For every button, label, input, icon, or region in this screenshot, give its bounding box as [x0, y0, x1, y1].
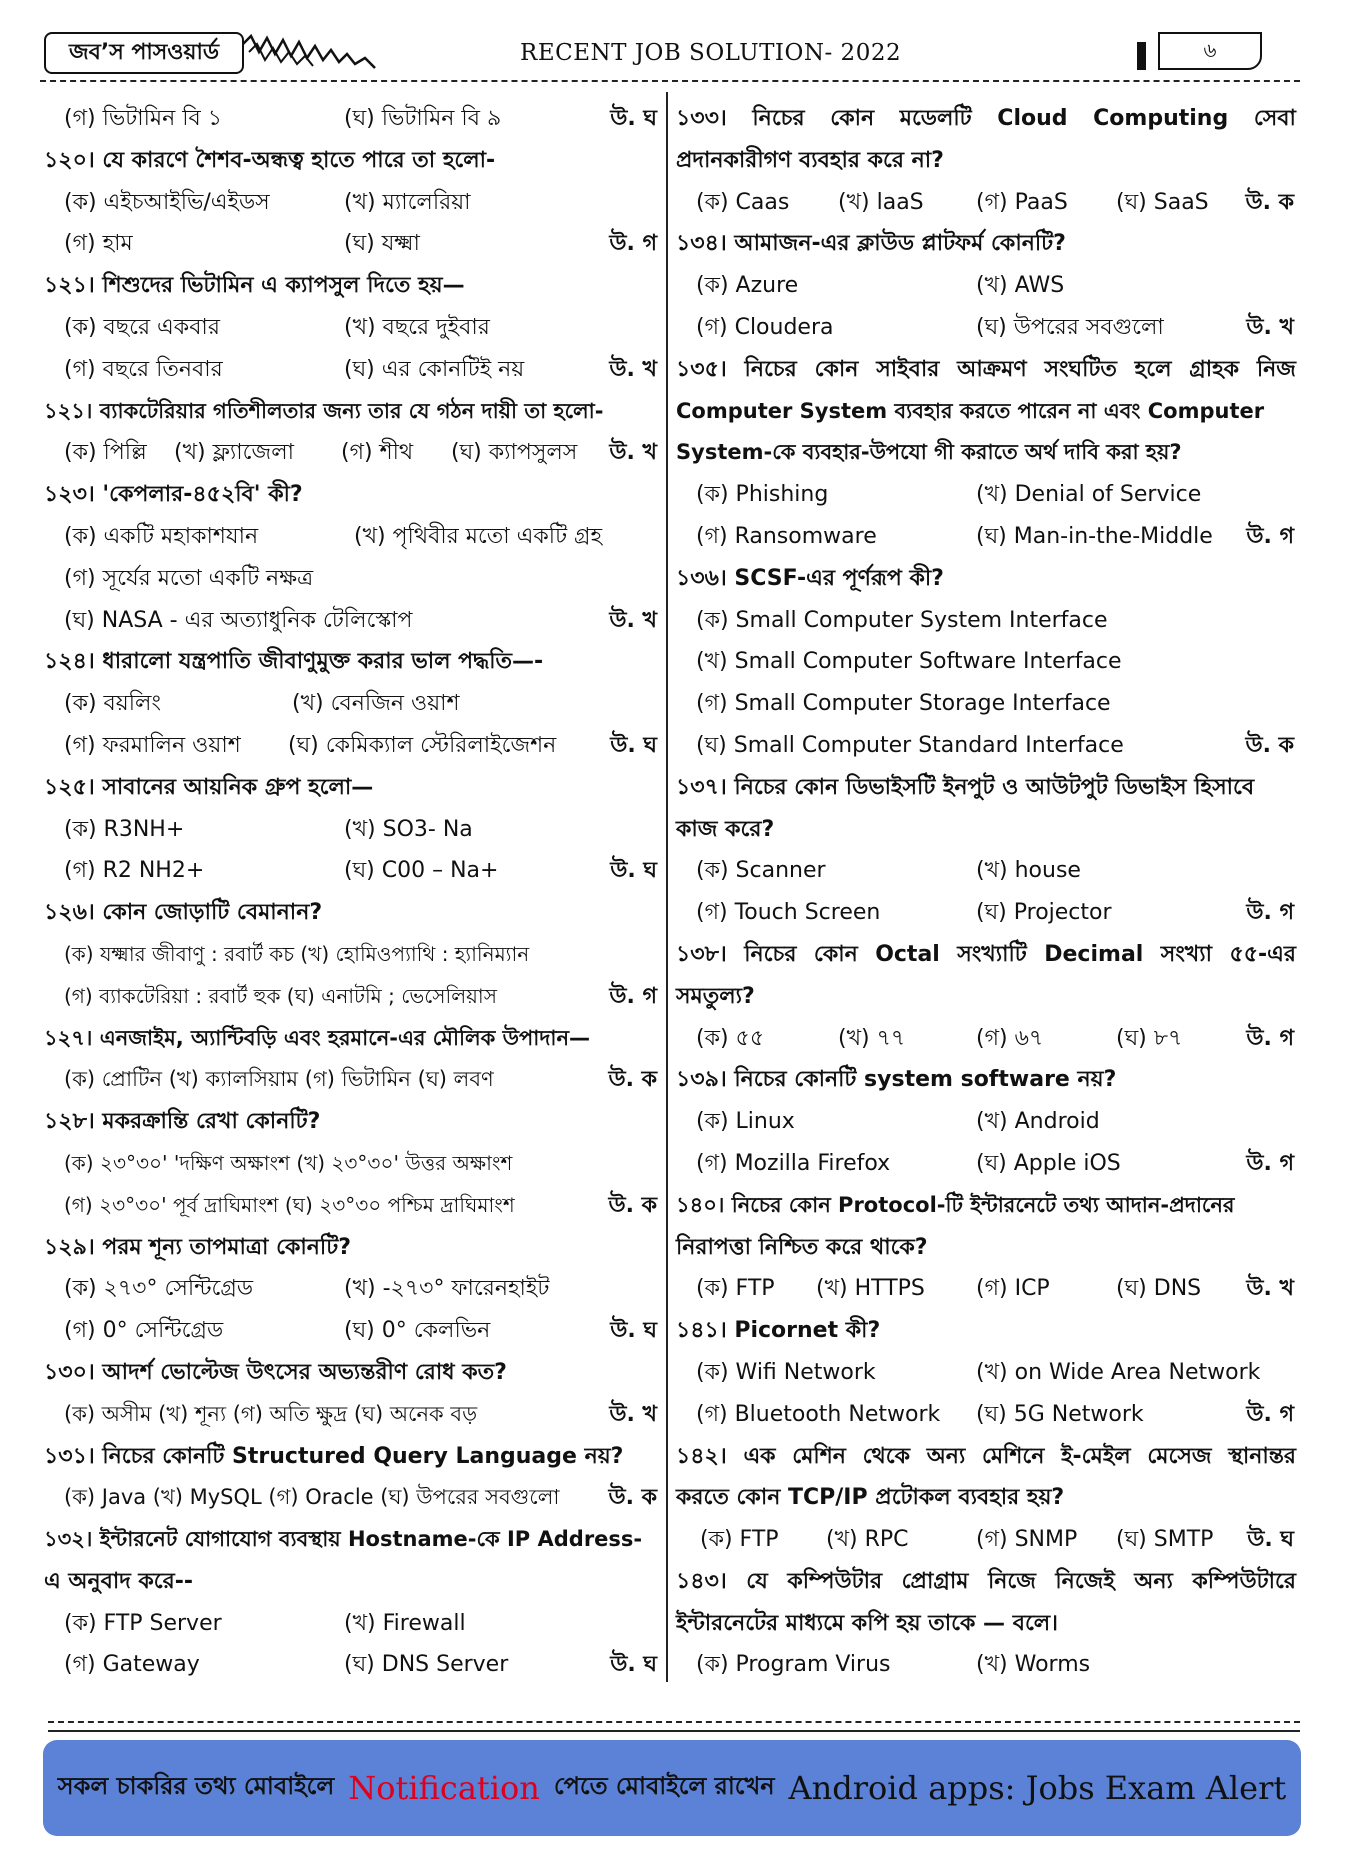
question-135-cont: Computer System ব্যবহার করতে পারেন না এবং Computer [676, 398, 1265, 423]
option-row: (গ) Mozilla Firefox (ঘ) Apple iOS উ. গ [676, 1143, 1296, 1185]
header-divider [40, 80, 1300, 82]
banner-app-name: Android apps: Jobs Exam Alert [788, 1769, 1287, 1807]
question-143: ১৪৩। যে কম্পিউটার প্রোগ্রাম নিজে নিজেই অন্য কম্পিউটারে [676, 1568, 1296, 1594]
option-row: (ক) FTP (খ) HTTPS (গ) ICP (ঘ) DNS উ. খ [676, 1268, 1296, 1310]
answer-label: উ. ক [608, 1192, 657, 1218]
question-142: ১৪২। এক মেশিন থেকে অন্য মেশিনে ই-মেইল মেসেজ স্থানান্তর [676, 1443, 1296, 1469]
option-row: (ক) অসীম (খ) শূন্য (গ) অতি ক্ষুদ্র (ঘ) অনেক বড় উ. খ [44, 1394, 659, 1436]
answer-label: উ. খ [609, 356, 657, 382]
question-125: ১২৫। সাবানের আয়নিক গ্রুপ হলো— [44, 774, 374, 800]
option-row: (ক) Scanner (খ) house [696, 858, 1081, 884]
document-title: RECENT JOB SOLUTION- 2022 [520, 40, 902, 66]
question-123: ১২৩। 'কেপলার-৪৫২বি' কী? [44, 482, 303, 508]
answer-label: উ. খ [609, 607, 657, 633]
question-126: ১২৬। কোন জোড়াটি বেমানান? [44, 900, 323, 926]
option-row: (ক) ৫৫ (খ) ৭৭ (গ) ৬৭ (ঘ) ৮৭ উ. গ [676, 1018, 1296, 1060]
option-row: (ক) Linux (খ) Android [696, 1109, 1100, 1135]
option-row: (গ) সূর্যের মতো একটি নক্ষত্র [64, 565, 314, 591]
option-row: (গ) ফরমালিন ওয়াশ (ঘ) কেমিক্যাল স্টেরিলাইজেশন উ. ঘ [44, 725, 659, 767]
answer-label: উ. গ [1246, 1025, 1294, 1051]
brand-box: জব’স পাসওয়ার্ড [44, 32, 244, 74]
question-138: ১৩৮। নিচের কোন Octal সংখ্যাটি Decimal সংখ্যা ৫৫-এর [676, 941, 1296, 967]
option-row: (ক) Java (খ) MySQL (গ) Oracle (ঘ) উপরের সবগুলো উ. ক [44, 1477, 659, 1519]
question-133: ১৩৩। নিচের কোন মডেলটি Cloud Computing সেবা [676, 106, 1296, 131]
option-row: (ক) পিল্লি (খ) ফ্ল্যাজেলা (গ) শীথ (ঘ) ক্যাপসুলস উ. খ [44, 432, 659, 474]
option-row: (ক) এইচআইভি/এইডস (খ) ম্যালেরিয়া [64, 189, 471, 215]
option-row: (গ) বছরে তিনবার (ঘ) এর কোনটিই নয় উ. খ [44, 349, 659, 391]
option-row: (ক) Phishing (খ) Denial of Service [696, 482, 1202, 508]
question-142-cont: করতে কোন TCP/IP প্রটোকল ব্যবহার হয়? [676, 1485, 1065, 1511]
option-row: (গ) R2 NH2+ (ঘ) C00 – Na+ উ. ঘ [44, 850, 659, 892]
answer-label: উ. গ [1246, 900, 1294, 926]
answer-label: উ. ঘ [610, 732, 657, 758]
option-row: (খ) Small Computer Software Interface [696, 649, 1122, 675]
question-129: ১২৯। পরম শূন্য তাপমাত্রা কোনটি? [44, 1234, 351, 1260]
answer-label: উ. ঘ [610, 858, 657, 884]
question-136: ১৩৬। SCSF-এর পূর্ণরূপ কী? [676, 565, 944, 591]
question-120: ১২০। যে কারণে শৈশব-অন্ধত্ব হাতে পারে তা হলো- [44, 147, 496, 173]
option-row: (গ) Gateway (ঘ) DNS Server উ. ঘ [44, 1644, 659, 1686]
option-row: (ক) FTP Server (খ) Firewall [64, 1610, 466, 1636]
option-row: (গ) 0° সেন্টিগ্রেড (ঘ) 0° কেলভিন উ. ঘ [44, 1310, 659, 1352]
option-row: (ক) Program Virus (খ) Worms [696, 1652, 1091, 1678]
question-133-cont: প্রদানকারীগণ ব্যবহার করে না? [676, 147, 944, 173]
option-row: (ক) বছরে একবার (খ) বছরে দুইবার [64, 314, 490, 340]
banner-text-2: পেতে মোবাইলে রাখেন [553, 1772, 775, 1800]
banner-text-1: সকল চাকরির তথ্য মোবাইলে [57, 1772, 335, 1800]
question-137: ১৩৭। নিচের কোন ডিভাইসটি ইনপুট ও আউটপুট ডিভাইস হিসাবে [676, 774, 1255, 800]
option-row: (গ) Bluetooth Network (ঘ) 5G Network উ. গ [676, 1394, 1296, 1436]
question-140-cont: নিরাপত্তা নিশ্চিত করে থাকে? [676, 1234, 928, 1260]
answer-label: উ. ক [1245, 732, 1294, 758]
question-124: ১২৪। ধারালো যন্ত্রপাতি জীবাণুমুক্ত করার ভাল পদ্ধতি—- [44, 649, 544, 675]
option-row: (ক) ২৭৩° সেন্টিগ্রেড (খ) -২৭৩° ফারেনহাইট [64, 1276, 550, 1302]
header-bar [1137, 42, 1146, 70]
question-121: ১২১। শিশুদের ভিটামিন এ ক্যাপসুল দিতে হয়— [44, 273, 465, 299]
left-column [44, 98, 659, 1686]
answer-label: উ. খ [1246, 314, 1294, 340]
option-row: (গ) হাম (ঘ) যক্ষ্মা উ. গ [44, 223, 659, 265]
option-row: (ক) Small Computer System Interface [696, 607, 1108, 633]
page-header [0, 0, 1345, 80]
right-column [676, 98, 1296, 1686]
zigzag-ornament-icon [243, 34, 393, 74]
option-row: (গ) Touch Screen (ঘ) Projector উ. গ [676, 892, 1296, 934]
answer-label: উ. ঘ [1247, 1527, 1294, 1553]
answer-label: উ. ঘ [610, 106, 657, 131]
page-number: ৬ [1158, 32, 1262, 70]
answer-label: উ. ক [1245, 189, 1294, 215]
option-row: (ক) FTP (খ) RPC (গ) SNMP (ঘ) SMTP উ. ঘ [676, 1519, 1296, 1561]
question-141: ১৪১। Picornet কী? [676, 1318, 881, 1344]
question-132: ১৩২। ইন্টারনেট যোগাযোগ ব্যবস্থায় Hostname-কে IP Address- [44, 1527, 643, 1552]
question-130: ১৩০। আদর্শ ভোল্টেজ উৎসের অভ্যন্তরীণ রোধ কত? [44, 1359, 507, 1385]
option-row: (গ) Small Computer Storage Interface [696, 691, 1111, 717]
answer-label: উ. ঘ [610, 1318, 657, 1344]
banner-notification-text: Notification [348, 1769, 540, 1807]
question-122: ১২১। ব্যাকটেরিয়ার গতিশীলতার জন্য তার যে গঠন দায়ী তা হলো- [44, 398, 604, 423]
option-row: (গ) Ransomware (ঘ) Man-in-the-Middle উ. গ [676, 516, 1296, 558]
question-128: ১২৮। মকরক্রান্তি রেখা কোনটি? [44, 1109, 321, 1135]
answer-label: উ. গ [609, 983, 657, 1009]
option-row: (ক) প্রোটিন (খ) ক্যালসিয়াম (গ) ভিটামিন (ঘ) লবণ উ. ক [44, 1059, 659, 1101]
answer-label: উ. ক [608, 1485, 657, 1511]
answer-label: উ. খ [609, 1401, 657, 1427]
option-row: (ক) Wifi Network (খ) on Wide Area Network [696, 1359, 1261, 1385]
answer-label: উ. গ [1246, 1150, 1294, 1176]
option-row: (ঘ) NASA - এর অত্যাধুনিক টেলিস্কোপ উ. খ [44, 600, 659, 642]
option-row: (ক) একটি মহাকাশযান (খ) পৃথিবীর মতো একটি গ্রহ [64, 523, 603, 549]
option-row: (ক) যক্ষ্মার জীবাণু : রবার্ট কচ (খ) হোমিওপ্যাথি : হ্যানিম্যান [64, 941, 530, 966]
option-row: (ক) Azure (খ) AWS [696, 273, 1065, 299]
question-143-cont: ইন্টারনেটের মাধ্যমে কপি হয় তাকে — বলে। [676, 1610, 1059, 1636]
answer-label: উ. খ [609, 440, 657, 466]
answer-label: উ. গ [1246, 523, 1294, 549]
question-138-cont: সমতুল্য? [676, 983, 755, 1009]
question-140: ১৪০। নিচের কোন Protocol-টি ইন্টারনেটে তথ্য আদান-প্রদানের [676, 1192, 1235, 1217]
answer-label: উ. ক [608, 1067, 657, 1093]
question-134: ১৩৪। আমাজন-এর ক্লাউড প্লাটফর্ম কোনটি? [676, 231, 1066, 257]
question-135: ১৩৫। নিচের কোন সাইবার আক্রমণ সংঘটিত হলে গ্রাহক নিজ [676, 356, 1296, 382]
column-divider [666, 92, 668, 1682]
option-row: (ক) R3NH+ (খ) SO3- Na [64, 816, 473, 842]
option-row: (ক) ২৩°৩০' 'দক্ষিণ অক্ষাংশ (খ) ২৩°৩০' উত্তর অক্ষাংশ [64, 1150, 513, 1175]
answer-label: উ. গ [1246, 1401, 1294, 1427]
question-137-cont: কাজ করে? [676, 816, 775, 842]
answer-label: উ. ঘ [610, 1652, 657, 1678]
question-132-cont: এ অনুবাদ করে-- [44, 1568, 194, 1594]
option-row: (গ) ব্যাকটেরিয়া : রবার্ট হুক (ঘ) এনাটমি ; ভেসেলিয়াস উ. গ [44, 976, 659, 1018]
question-135-cont2: System-কে ব্যবহার-উপযাে গী করাতে অর্থ দাবি করা হয়? [676, 440, 1182, 465]
answer-label: উ. খ [1246, 1276, 1294, 1302]
option-row: (গ) ভিটামিন বি ১ (ঘ) ভিটামিন বি ৯ উ. ঘ [44, 98, 659, 140]
option-row: (ক) Caas (খ) laaS (গ) PaaS (ঘ) SaaS উ. ক [676, 182, 1296, 224]
option-row: (গ) Cloudera (ঘ) উপরের সবগুলো উ. খ [676, 307, 1296, 349]
question-139: ১৩৯। নিচের কোনটি system software নয়? [676, 1067, 1117, 1093]
question-127: ১২৭। এনজাইম, অ্যান্টিবড়ি এবং হরমানে-এর মৌলিক উপাদান— [44, 1025, 590, 1050]
option-row: (ঘ) Small Computer Standard Interface উ. ক [676, 725, 1296, 767]
app-promo-banner[interactable] [43, 1740, 1301, 1836]
question-131: ১৩১। নিচের কোনটি Structured Query Language নয়? [44, 1443, 624, 1469]
answer-label: উ. গ [609, 231, 657, 257]
footer-divider-solid [48, 1730, 1300, 1732]
option-row: (গ) ২৩°৩০' পূর্ব দ্রাঘিমাংশ (ঘ) ২৩°৩০ পশ্চিম দ্রাঘিমাংশ উ. ক [44, 1185, 659, 1227]
option-row: (ক) বয়লিং (খ) বেনজিন ওয়াশ [64, 691, 460, 717]
footer-divider-dashed [48, 1721, 1300, 1723]
